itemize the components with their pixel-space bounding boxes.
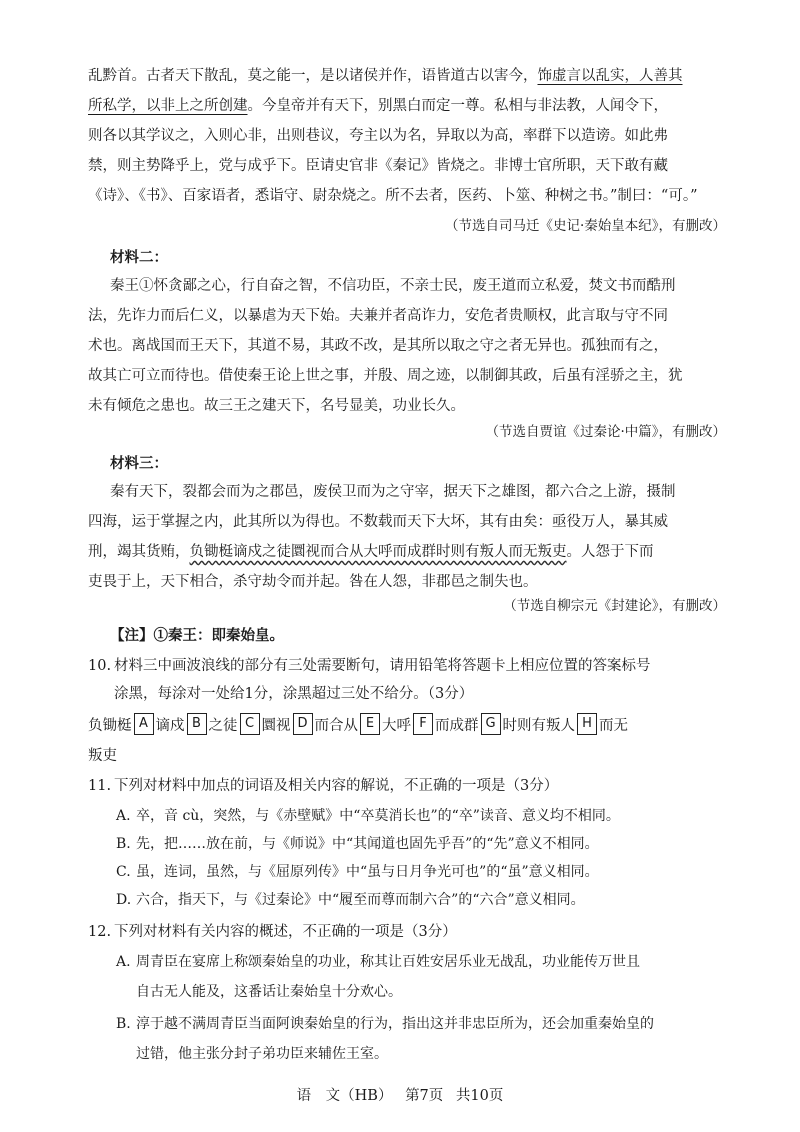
answer-mark-row (88, 708, 748, 740)
option-text: 先，把……放在前，与《师说》中“其闻道也固先乎吾”的“先”意义不相同。 (136, 836, 599, 852)
answer-box-d[interactable]: D (293, 713, 313, 735)
footnote: 【注】①秦王：即秦始皇。 (110, 627, 284, 644)
page-number: 第7页 (405, 1088, 444, 1104)
option-label: A. (116, 808, 131, 824)
subject-label: 语 文（HB） (296, 1088, 393, 1104)
option-b (116, 1010, 726, 1038)
material3-line4: 吏畏于上，天下相合，杀守劫令而并起。咎在人怨，非郡邑之制失也。 (88, 574, 538, 590)
underlined-text: 饰虚言以乱实，人善其 (537, 68, 683, 84)
material2-line: 故其亡可立而待也。借使秦王论上世之事，并殷、周之迹，以制御其政，后虽有淫骄之主，犹 (88, 368, 683, 384)
option-label: B. (116, 836, 131, 852)
material3-source: （节选自柳宗元《封建论》，有删改） (503, 598, 726, 614)
option-label: D. (116, 892, 132, 908)
option-label: C. (116, 864, 131, 880)
option-text: 虽，连词，虽然，与《屈原列传》中“虽与日月争光可也”的“虽”意义相同。 (136, 864, 599, 880)
segment-text: 之徒 (208, 717, 238, 734)
segment-text: 而成群 (435, 717, 479, 734)
option-a (116, 948, 726, 976)
answer-box-f[interactable]: F (413, 713, 433, 735)
option-a (116, 802, 726, 830)
material3-line1: 秦有天下，裂都会而为之郡邑，废侯卫而为之守宰，据天下之雄图，都六合之上游，摄制 (110, 484, 676, 500)
material2-heading: 材料二： (110, 249, 168, 266)
question-10-text-line1: 材料三中画波浪线的部分有三处需要断句，请用铅笔将答题卡上相应位置的答案标号 (114, 658, 651, 674)
page-total: 共10页 (455, 1088, 504, 1104)
text-segment: 。今皇帝并有天下，别黑白而定一尊。私相与非法教，人闻令下， (247, 98, 668, 114)
answer-box-a[interactable]: A (134, 713, 154, 735)
underlined-text: 所私学，以非上之所创建 (88, 98, 248, 114)
question-number: 11. (88, 778, 112, 794)
material1-line3: 则各以其学议之，入则心非，出则巷议，夸主以为名，异取以为高，率群下以造谤。如此弗 (88, 128, 668, 144)
material2-line: 秦王①怀贪鄙之心，行自奋之智，不信功臣，不亲士民，废王道而立私爱，焚文书而酷刑 (110, 278, 676, 294)
material1-line2 (88, 92, 668, 120)
segment-text: 时则有叛人 (502, 717, 575, 734)
wavy-underlined-text: 负锄梃谪戍之徒圜视而合从大呼而成群时则有叛人而无叛吏 (189, 544, 567, 560)
material2-line: 法，先诈力而后仁义，以暴虐为天下始。夫兼并者高诈力，安危者贵顺权，此言取与守不同 (88, 308, 668, 324)
material1-line4: 禁，则主势降乎上，党与成乎下。臣请史官非《秦记》皆烧之。非博士官所职，天下敢有藏 (88, 158, 668, 174)
answer-box-h[interactable]: H (577, 713, 597, 735)
material1-line5: 《诗》、《书》、百家语者，悉诣守、尉杂烧之。所不去者，医药、卜筮、种树之书。”制曰：“可。” (88, 188, 698, 204)
option-b-cont: 过错，他主张分封子弟功臣来辅佐王室。 (136, 1046, 388, 1062)
option-c (116, 858, 726, 886)
answer-box-b[interactable]: B (187, 713, 207, 735)
material3-line2: 四海，运于掌握之内，此其所以为得也。不数载而天下大坏，其有由矣：亟役万人，暴其威 (88, 514, 668, 530)
text-segment: 。人怨于下而 (566, 544, 654, 560)
question-11-text: 下列对材料中加点的词语及相关内容的解说，不正确的一项是（3分） (114, 778, 559, 794)
material1-source: （节选自司马迁《史记·秦始皇本纪》，有删改） (444, 218, 726, 234)
segment-text: 圜视 (261, 717, 291, 734)
question-number: 12. (88, 924, 112, 940)
option-label: B. (116, 1016, 131, 1032)
question-10-text-line2: 涂黑，每涂对一处给1分，涂黑超过三处不给分。（3分） (114, 686, 474, 702)
segment-text: 负锄梃 (88, 717, 132, 734)
option-b (116, 830, 726, 858)
material3-heading: 材料三： (110, 455, 168, 472)
material2-source: （节选自贾谊《过秦论·中篇》，有删改） (485, 424, 726, 440)
material3-line3 (88, 538, 654, 566)
option-text: 淳于越不满周青臣当面阿谀秦始皇的行为，指出这并非忠臣所为，还会加重秦始皇的 (136, 1016, 654, 1032)
option-text: 周青臣在宴席上称颂秦始皇的功业，称其让百姓安居乐业无战乱，功业能传万世且 (136, 954, 640, 970)
segment-text: 谪戍 (155, 717, 185, 734)
material1-line1 (88, 62, 683, 90)
segment-text: 大呼 (382, 717, 411, 734)
segment-tail: 叛吏 (88, 748, 117, 764)
material2-line: 未有倾危之患也。故三王之建天下，名号显美，功业长久。 (88, 398, 465, 414)
option-d (116, 886, 726, 914)
question-12-text: 下列对材料有关内容的概述，不正确的一项是（3分） (114, 924, 457, 940)
option-text: 卒，音 cù，突然，与《赤壁赋》中“卒莫消长也”的“卒”读音、意义均不相同。 (136, 808, 620, 824)
text-segment: 乱黔首。古者天下散乱，莫之能一，是以诸侯并作，语皆道古以害今， (88, 68, 538, 84)
material2-line: 术也。离战国而王天下，其道不易，其政不改，是其所以取之守之者无异也。孤独而有之， (88, 338, 668, 354)
option-label: A. (116, 954, 131, 970)
answer-box-e[interactable]: E (360, 713, 380, 735)
page-footer (0, 1084, 800, 1105)
answer-box-g[interactable]: G (481, 713, 501, 735)
segment-text: 而无 (599, 717, 628, 734)
segment-text: 而合从 (314, 717, 358, 734)
text-segment: 刑，竭其货贿， (88, 544, 190, 560)
option-a-cont: 自古无人能及，这番话让秦始皇十分欢心。 (136, 984, 402, 1000)
option-text: 六合，指天下，与《过秦论》中“履至而尊而制六合”的“六合”意义相同。 (136, 892, 585, 908)
answer-box-c[interactable]: C (240, 713, 260, 735)
question-number: 10. (88, 658, 112, 674)
